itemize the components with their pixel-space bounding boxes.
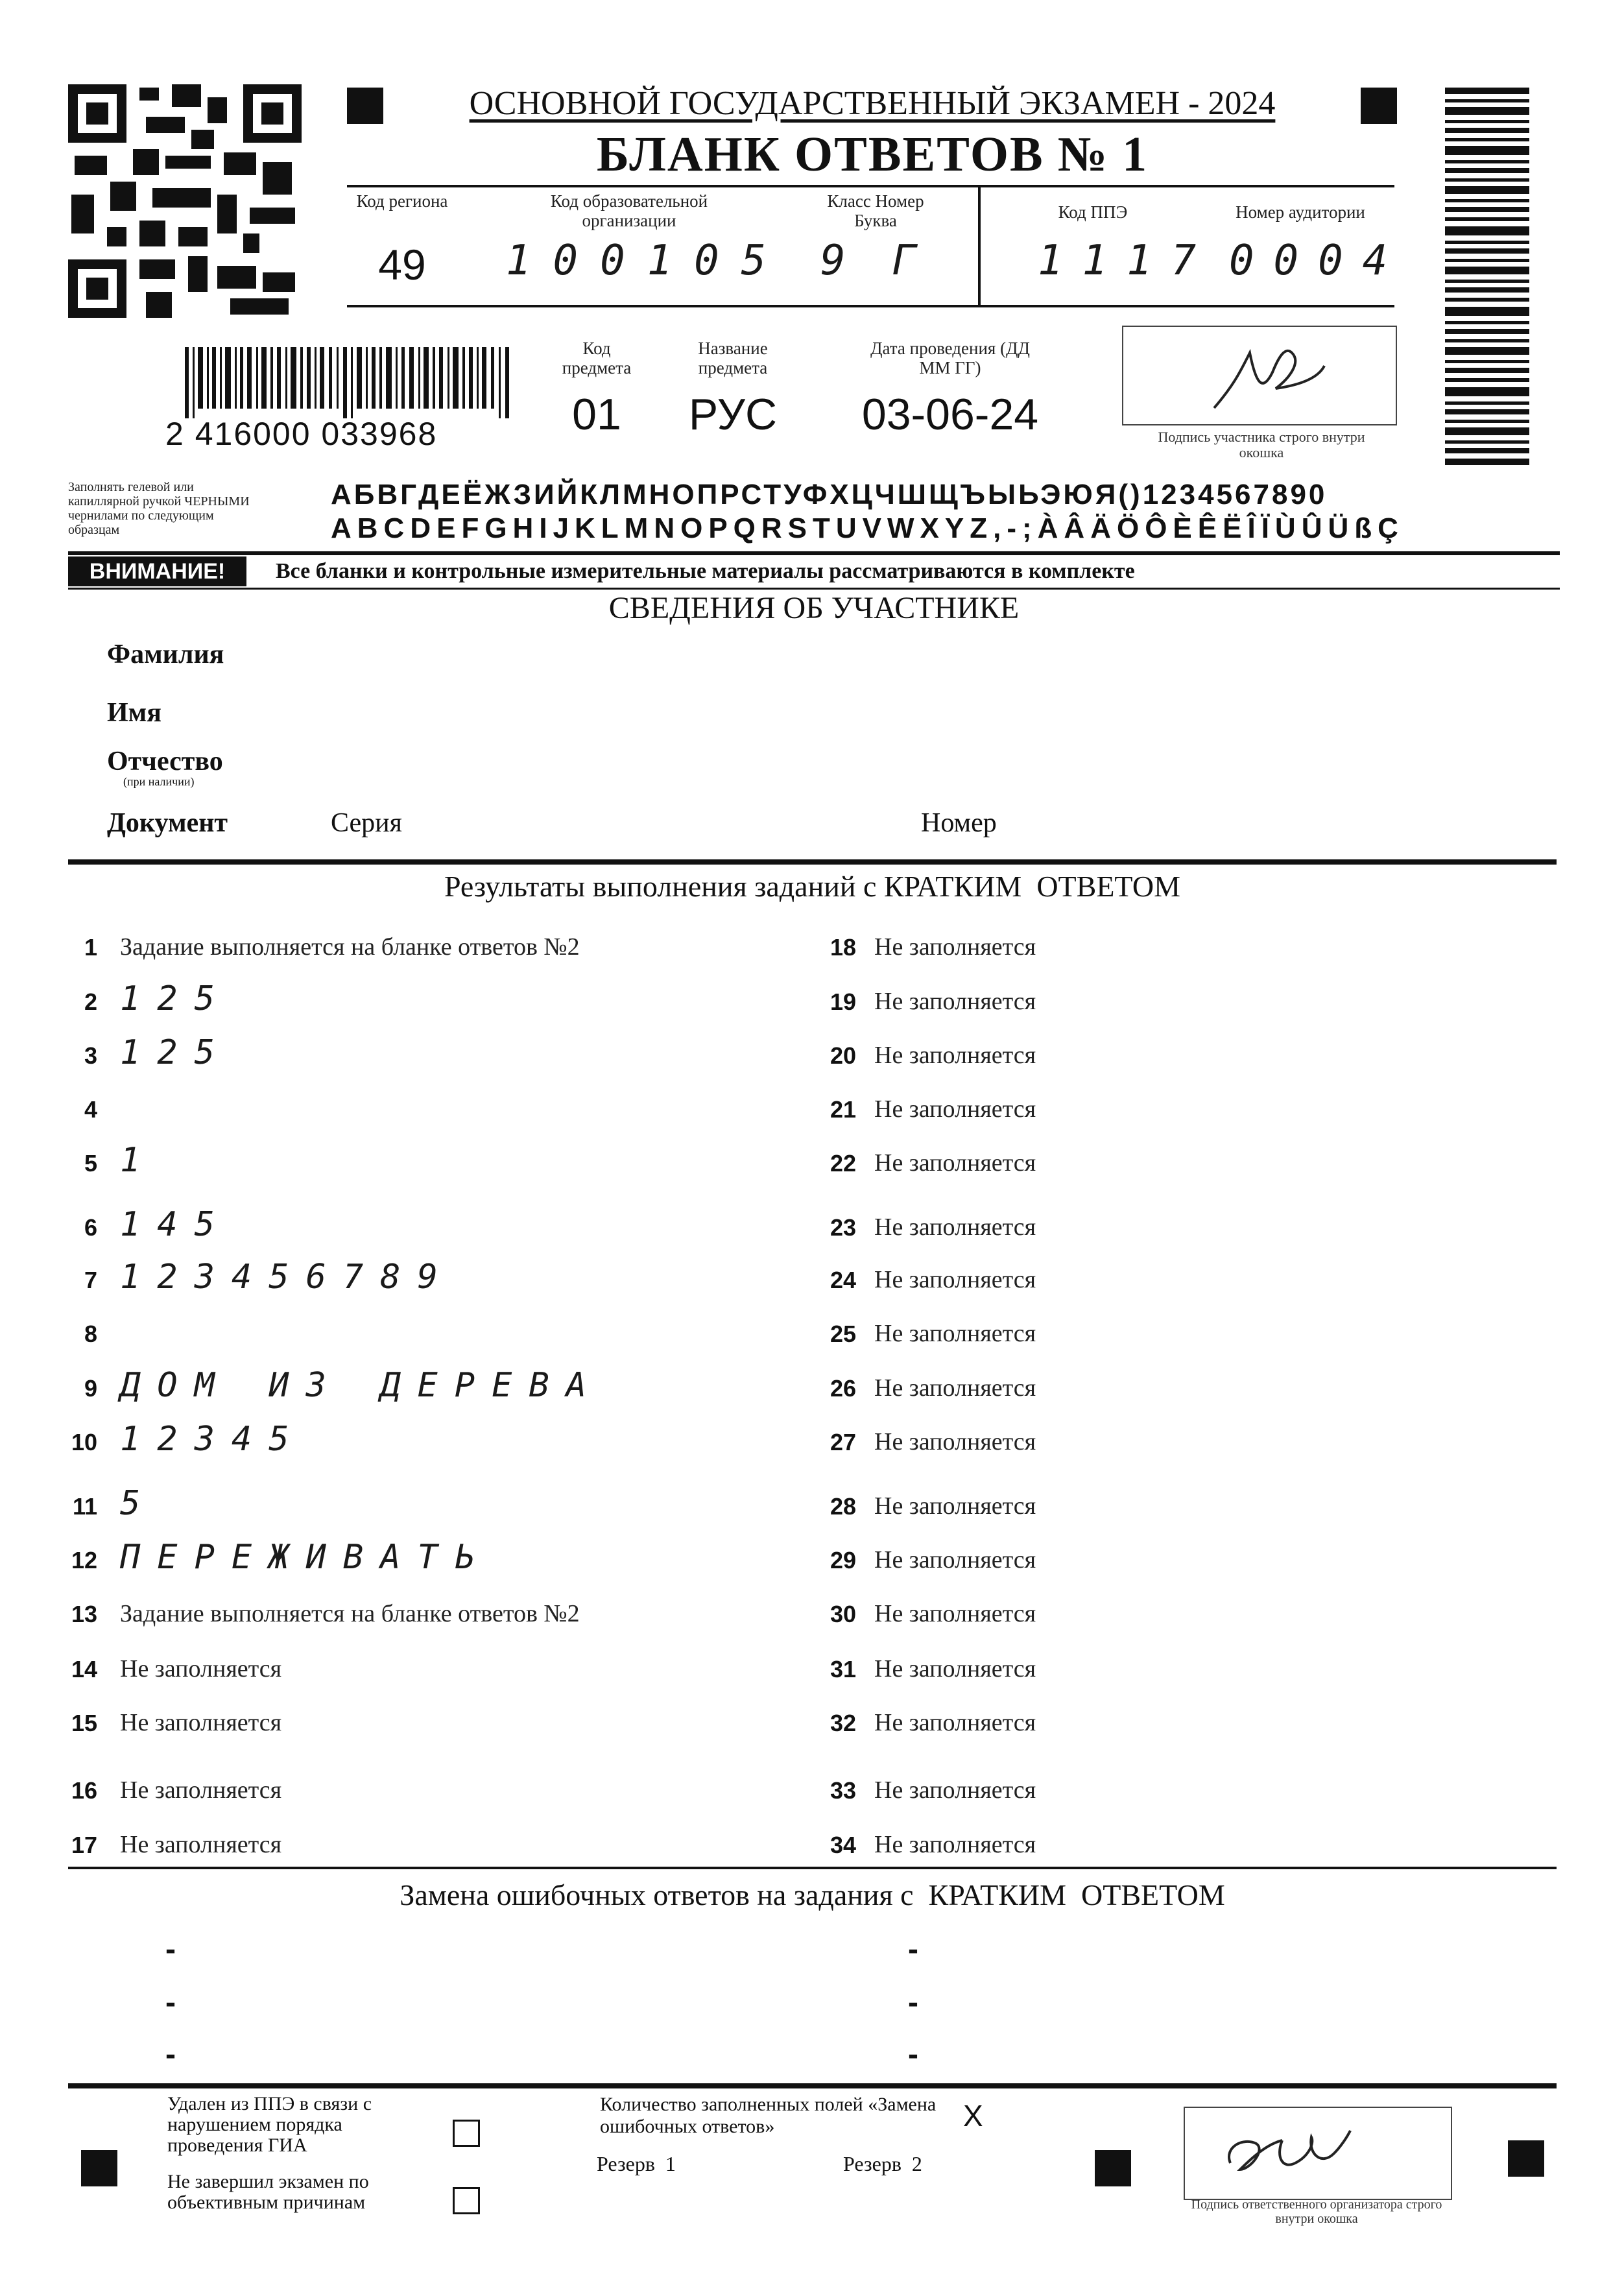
subject-code-label: Код предмета: [562, 339, 632, 377]
task-number: 33: [830, 1777, 856, 1804]
room-value: 0004: [1229, 237, 1407, 285]
task-note: Не заполняется: [874, 1655, 1036, 1682]
task-number: 14: [71, 1656, 97, 1682]
task-note: Не заполняется: [874, 1428, 1036, 1455]
organizer-signature: [1185, 2108, 1451, 2199]
notice-text: Все бланки и контрольные измерительные материалы рассматриваются в комплекте: [276, 559, 1135, 583]
answer-field[interactable]: 145: [120, 1205, 232, 1244]
task-note: Не заполняется: [874, 933, 1036, 961]
series-label: Серия: [331, 808, 402, 838]
room-label: Номер аудитории: [1236, 202, 1365, 222]
region-value: 49: [378, 241, 426, 289]
task-note: Не заполняется: [874, 1492, 1036, 1520]
replacement-count-value[interactable]: X: [963, 2099, 983, 2133]
task-note: Не заполняется: [120, 1777, 282, 1804]
corner-marker: [347, 88, 383, 124]
task-number: 12: [71, 1547, 97, 1573]
subject-name-value: РУС: [688, 390, 778, 439]
replacement-dash[interactable]: -: [165, 1985, 176, 2020]
exam-date-label: Дата проведения (ДД ММ ГГ): [870, 339, 1030, 377]
name-label: Имя: [107, 698, 161, 728]
notice-badge: ВНИМАНИЕ!: [68, 556, 246, 586]
task-number: 13: [71, 1601, 97, 1627]
task-number: 4: [84, 1096, 97, 1123]
task-number: 5: [84, 1150, 97, 1177]
sample-instruction: Заполнять гелевой или капиллярной ручкой ЧЕРНЫМИ чернилами по следующим образцам: [68, 480, 250, 537]
task-note: Не заполняется: [874, 1095, 1036, 1123]
task-number: 10: [71, 1429, 97, 1455]
task-note: Не заполняется: [120, 1831, 282, 1858]
exam-date-value: 03-06-24: [861, 390, 1039, 439]
task-number: 31: [830, 1656, 856, 1682]
task-number: 30: [830, 1601, 856, 1627]
organizer-signature-box[interactable]: [1184, 2107, 1452, 2200]
answer-field[interactable]: 5: [120, 1484, 158, 1523]
replacement-dash[interactable]: -: [908, 1932, 918, 1967]
exam-title: ОСНОВНОЙ ГОСУДАРСТВЕННЫЙ ЭКЗАМЕН - 2024: [469, 85, 1276, 122]
answer-field[interactable]: 125: [120, 1033, 232, 1072]
ppe-label: Код ППЭ: [1058, 202, 1128, 222]
task-note: Не заполняется: [874, 1042, 1036, 1069]
task-note: Не заполняется: [874, 1546, 1036, 1573]
surname-label: Фамилия: [107, 640, 224, 669]
answer-field[interactable]: 123456789: [120, 1258, 455, 1297]
task-note: Не заполняется: [874, 1600, 1036, 1627]
task-number: 26: [830, 1375, 856, 1402]
task-note: Не заполняется: [120, 1655, 282, 1682]
task-number: 7: [84, 1267, 97, 1293]
not-finished-checkbox[interactable]: [453, 2187, 480, 2214]
sample-row-latin: ABCDEFGHIJKLMNOPQRSTUVWXYZ,-;ÀÂÄÖÔÈÊËÎÏÙÛÜßÇ: [331, 512, 1404, 544]
patronymic-note: (при наличии): [123, 775, 195, 788]
task-number: 19: [830, 988, 856, 1015]
side-barcode: [1445, 88, 1529, 467]
participant-signature-caption: Подпись участника строго внутри окошка: [1158, 429, 1365, 461]
number-label: Номер: [921, 808, 997, 838]
task-number: 22: [830, 1150, 856, 1177]
task-note: Не заполняется: [874, 1709, 1036, 1736]
class-label: Класс Номер Буква: [827, 191, 924, 230]
form-title: БЛАНК ОТВЕТОВ № 1: [596, 127, 1149, 182]
replacement-section-title: Замена ошибочных ответов на задания с КРАТКИМ ОТВЕТОМ: [400, 1878, 1225, 1911]
task-number: 34: [830, 1832, 856, 1858]
participant-signature-box[interactable]: [1122, 326, 1397, 425]
task-number: 27: [830, 1429, 856, 1455]
answer-field[interactable]: 1: [120, 1141, 158, 1180]
task-note: Задание выполняется на бланке ответов №2: [120, 1600, 580, 1627]
corner-marker: [1095, 2150, 1131, 2186]
task-note: Не заполняется: [874, 1374, 1036, 1402]
task-number: 11: [72, 1493, 97, 1520]
org-label: Код образовательной организации: [550, 191, 708, 230]
task-number: 18: [830, 934, 856, 961]
replacement-dash[interactable]: -: [908, 1985, 918, 2020]
removed-label: Удален из ППЭ в связи с нарушением порядка проведения ГИА: [167, 2093, 372, 2156]
task-number: 2: [84, 988, 97, 1015]
task-number: 3: [84, 1042, 97, 1069]
class-letter: Г: [892, 237, 917, 285]
document-label: Документ: [107, 808, 228, 838]
participant-signature: [1123, 327, 1396, 424]
results-section-title: Результаты выполнения заданий с КРАТКИМ ОТВЕТОМ: [444, 870, 1181, 903]
task-number: 24: [830, 1267, 856, 1293]
task-number: 6: [84, 1214, 97, 1241]
task-number: 20: [830, 1042, 856, 1069]
sample-row-cyrillic: АБВГДЕЁЖЗИЙКЛМНОПРСТУФХЦЧШЩЪЫЬЭЮЯ()1234567890: [331, 479, 1328, 510]
corner-marker: [1361, 88, 1397, 124]
task-number: 9: [84, 1375, 97, 1402]
task-number: 25: [830, 1321, 856, 1347]
answer-field[interactable]: ДОМ ИЗ ДЕРЕВА: [120, 1366, 603, 1405]
region-label: Код региона: [356, 191, 448, 211]
patronymic-label: Отчество: [107, 747, 223, 776]
task-number: 1: [84, 934, 97, 961]
reserve-2-label: Резерв 2: [843, 2152, 922, 2175]
replacement-dash[interactable]: -: [165, 1932, 176, 1967]
org-value: 100105: [506, 237, 789, 285]
replacement-count-label: Количество заполненных полей «Замена ошибочных ответов»: [600, 2094, 937, 2137]
barcode: [185, 347, 535, 418]
task-number: 32: [830, 1710, 856, 1736]
barcode-number: 2 416000 033968: [165, 416, 438, 452]
task-number: 8: [84, 1321, 97, 1347]
answer-field[interactable]: ПЕРЕЖИВАТЬ: [120, 1538, 492, 1577]
task-number: 15: [71, 1710, 97, 1736]
task-note: Не заполняется: [874, 1149, 1036, 1177]
task-note: Не заполняется: [874, 988, 1036, 1015]
task-note: Не заполняется: [874, 1266, 1036, 1293]
reserve-1-label: Резерв 1: [597, 2152, 676, 2175]
task-note: Не заполняется: [874, 1214, 1036, 1241]
replacement-dash[interactable]: -: [908, 2037, 918, 2072]
task-note: Не заполняется: [874, 1831, 1036, 1858]
subject-name-label: Название предмета: [698, 339, 768, 377]
task-number: 23: [830, 1214, 856, 1241]
organizer-signature-caption: Подпись ответственного организатора строго внутри окошка: [1191, 2197, 1442, 2226]
task-note: Не заполняется: [874, 1777, 1036, 1804]
corner-marker: [81, 2150, 117, 2186]
task-note: Задание выполняется на бланке ответов №2: [120, 933, 580, 961]
subject-code-value: 01: [572, 390, 621, 439]
removed-checkbox[interactable]: [453, 2120, 480, 2147]
ppe-value: 1117: [1038, 237, 1216, 285]
task-number: 21: [830, 1096, 856, 1123]
corner-marker: [1508, 2140, 1544, 2177]
participant-section-title: СВЕДЕНИЯ ОБ УЧАСТНИКЕ: [608, 591, 1020, 625]
class-number: 9: [820, 237, 846, 285]
task-number: 16: [71, 1777, 97, 1804]
qr-code: [68, 84, 302, 318]
task-number: 29: [830, 1547, 856, 1573]
not-finished-label: Не завершил экзамен по объективным причинам: [167, 2171, 369, 2213]
answer-field[interactable]: 12345: [120, 1420, 306, 1459]
task-note: Не заполняется: [874, 1320, 1036, 1347]
task-number: 28: [830, 1493, 856, 1520]
task-note: Не заполняется: [120, 1709, 282, 1736]
task-number: 17: [71, 1832, 97, 1858]
answer-field[interactable]: 125: [120, 979, 232, 1018]
replacement-dash[interactable]: -: [165, 2037, 176, 2072]
